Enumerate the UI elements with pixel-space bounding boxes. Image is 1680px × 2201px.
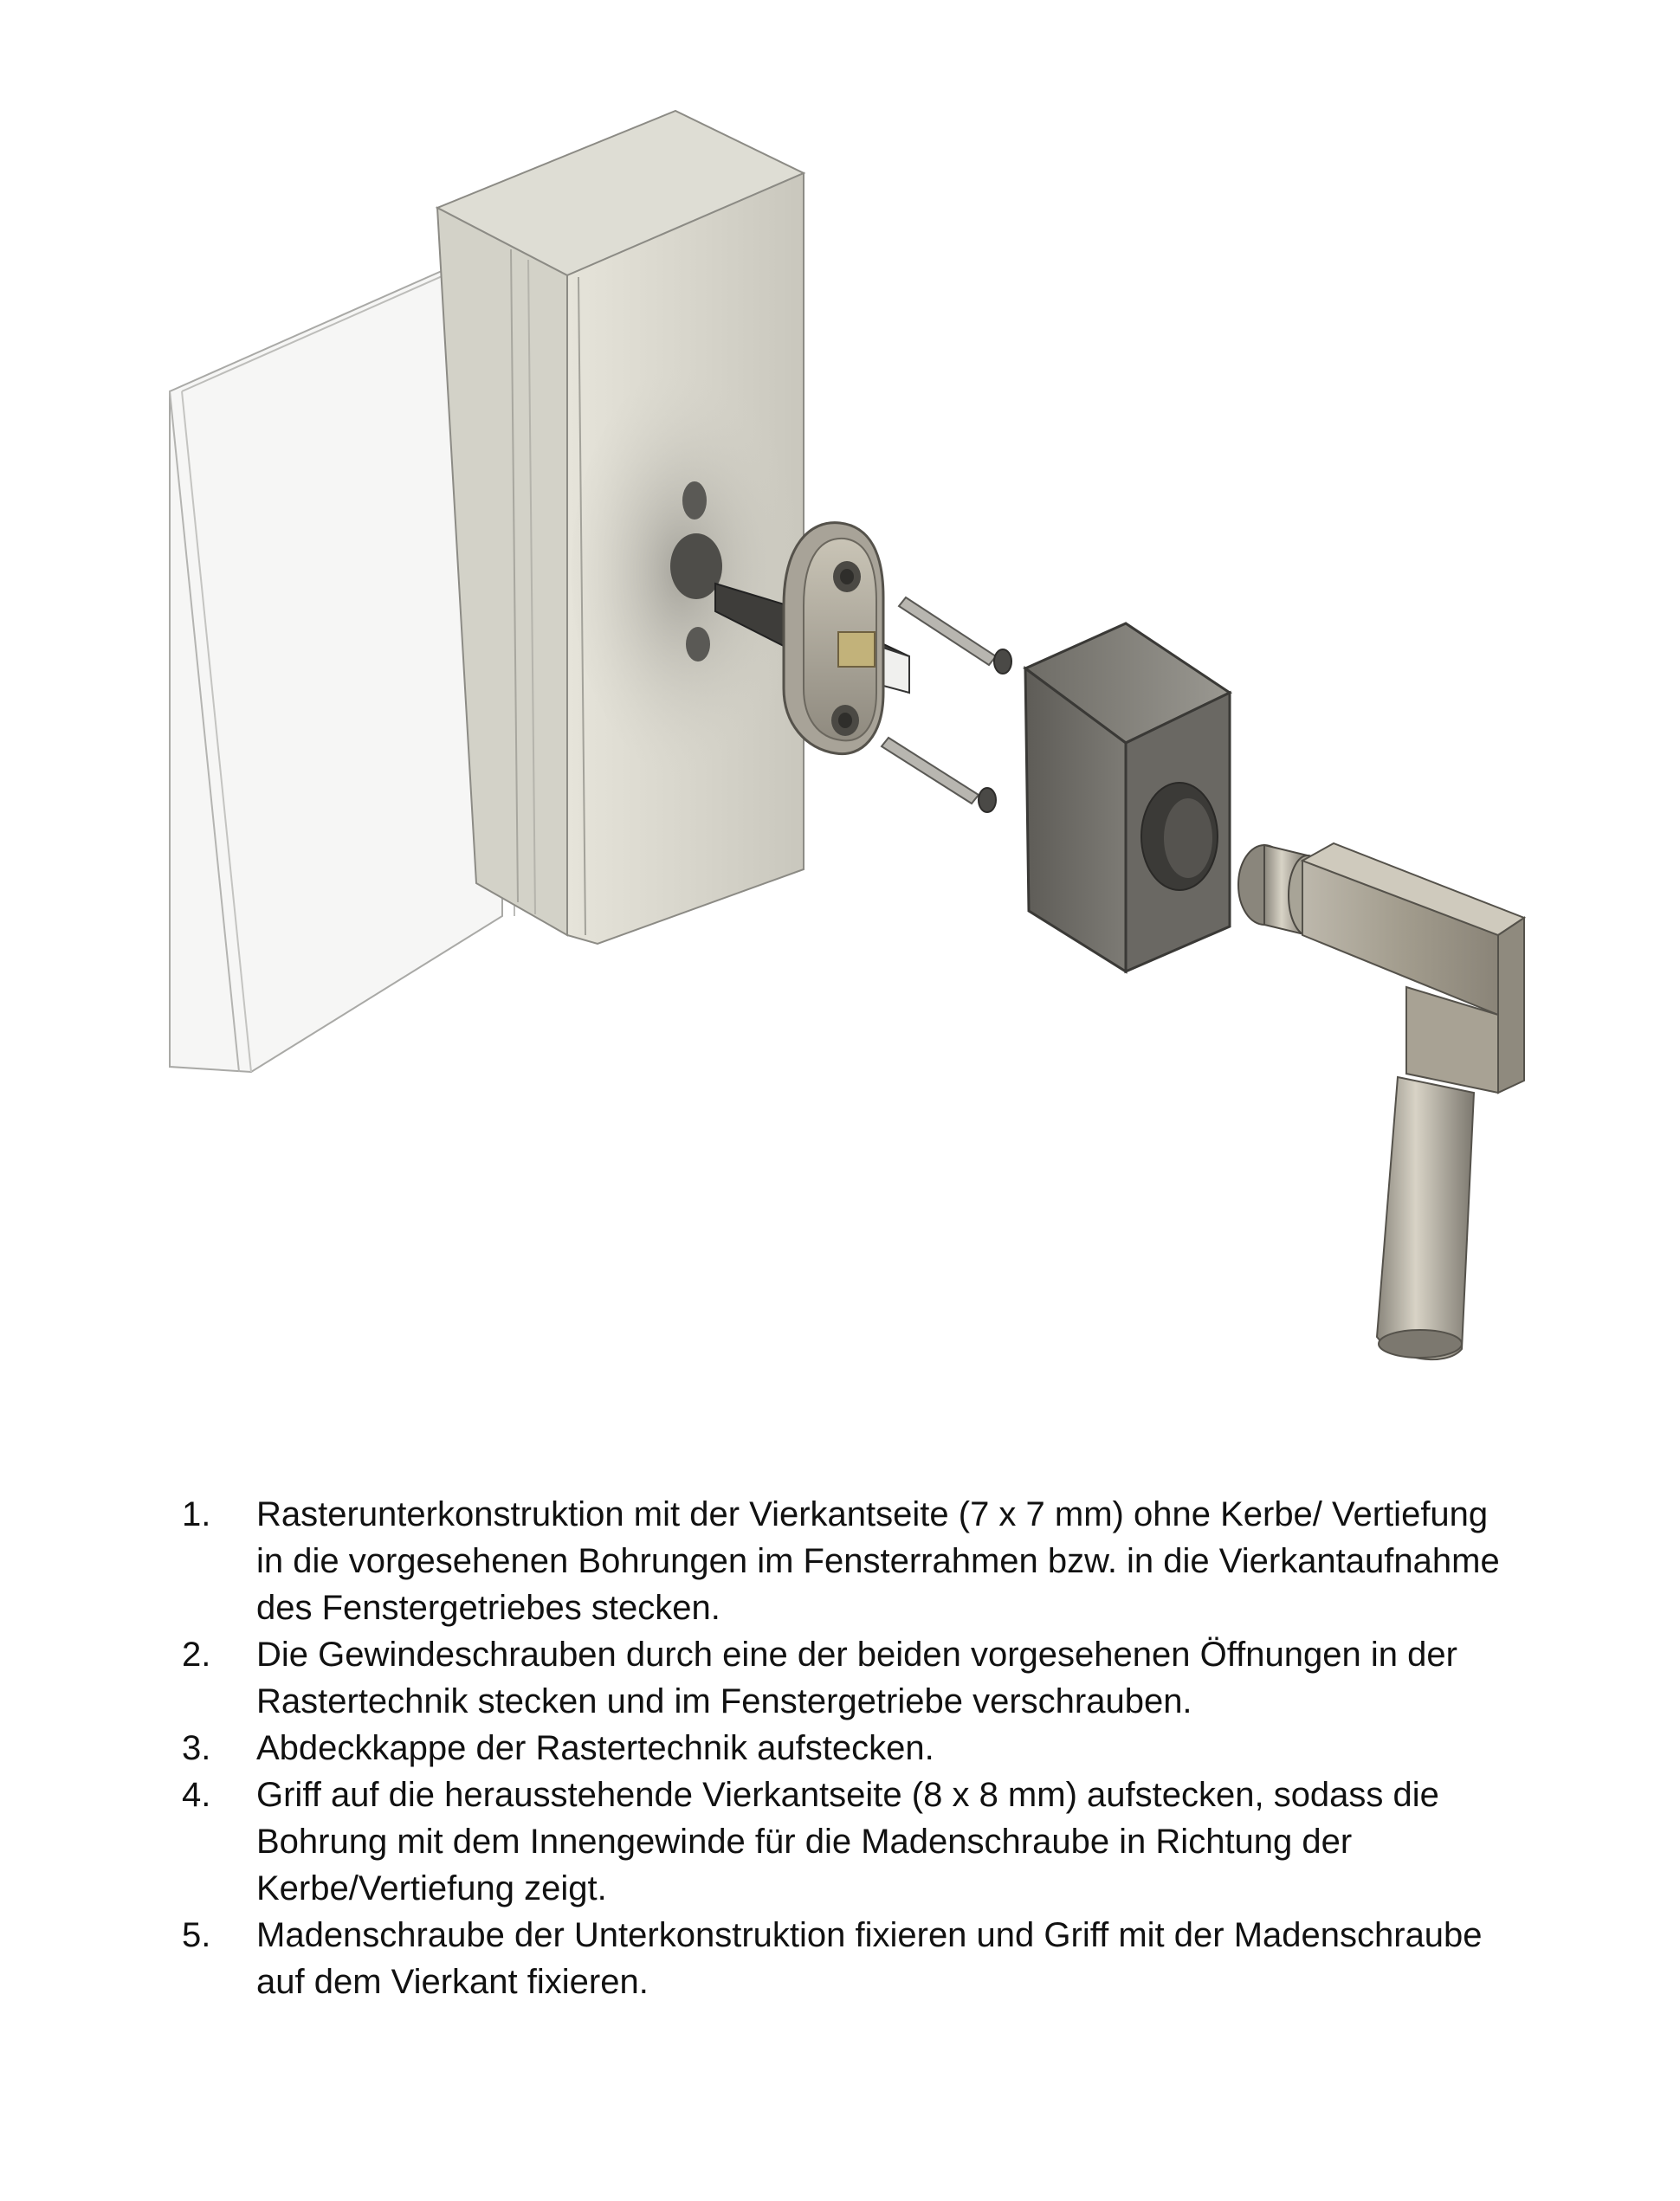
lever-handle	[1238, 843, 1524, 1359]
step-text: Griff auf die herausstehende Vierkantseite (8 x 8 mm) aufstecken, sodass die Bohrung mit dem Innengewinde für die Madenschraube in Richtung der Kerbe/Vertiefung zeigt.	[256, 1776, 1439, 1907]
step-number: 4.	[182, 1776, 211, 1814]
step-number: 2.	[182, 1636, 211, 1674]
window-frame	[437, 111, 814, 944]
step-text: Abdeckkappe der Rastertechnik aufstecken.	[256, 1729, 934, 1767]
threaded-screw-lower	[882, 738, 996, 812]
detent-base-plate	[784, 523, 883, 754]
instruction-list	[173, 1491, 1524, 2005]
cover-cap	[1025, 623, 1230, 971]
step-number: 1.	[182, 1495, 211, 1533]
step-number: 5.	[182, 1916, 211, 1954]
step-text: Rasterunterkonstruktion mit der Vierkantseite (7 x 7 mm) ohne Kerbe/ Vertiefung in die vorgesehenen Bohrungen im Fensterrahmen bzw. in die Vierkantaufnahme des Fenstergetriebes stecken.	[256, 1495, 1500, 1627]
step-text: Die Gewindeschrauben durch eine der beiden vorgesehenen Öffnungen in der Rastertechnik stecken und im Fenstergetriebe verschrauben.	[256, 1636, 1457, 1720]
instruction-step	[173, 1912, 1524, 2005]
instruction-step	[173, 1491, 1524, 1631]
instruction-step	[173, 1772, 1524, 1912]
step-number: 3.	[182, 1729, 211, 1767]
instruction-step	[173, 1725, 1524, 1772]
instruction-step	[173, 1631, 1524, 1725]
threaded-screw-upper	[899, 597, 1011, 674]
step-text: Madenschraube der Unterkonstruktion fixieren und Griff mit der Madenschraube auf dem Vierkant fixieren.	[256, 1916, 1483, 2001]
